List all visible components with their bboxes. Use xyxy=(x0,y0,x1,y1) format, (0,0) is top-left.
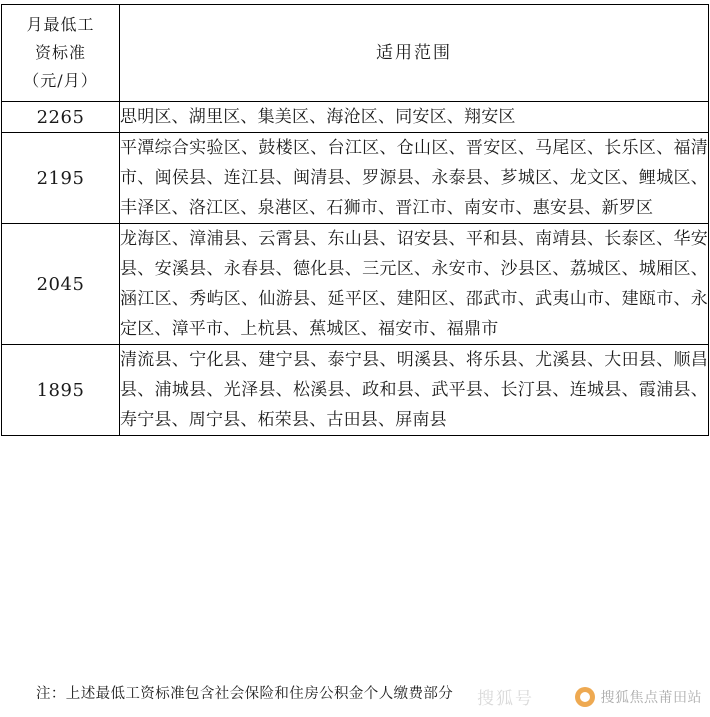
cell-amount xyxy=(2,102,120,133)
cell-scope xyxy=(120,345,709,436)
cell-amount xyxy=(2,133,120,224)
cell-scope xyxy=(120,224,709,345)
table-header-row xyxy=(2,5,709,102)
header-amount-line3: （元/月） xyxy=(23,71,98,90)
document-page xyxy=(0,4,710,717)
scope-value: 龙海区、漳浦县、云霄县、东山县、诏安县、平和县、南靖县、长泰区、华安县、安溪县、永春县、德化县、三元区、永安市、沙县区、荔城区、城厢区、涵江区、秀屿区、仙游县、延平区、建阳区、邵武市、武夷山市、建瓯市、永定区、漳平市、上杭县、蕉城区、福安市、福鼎市 xyxy=(120,229,708,339)
cell-scope xyxy=(120,133,709,224)
cell-amount xyxy=(2,224,120,345)
table-row xyxy=(2,224,709,345)
table-row xyxy=(2,133,709,224)
header-amount-line1: 月最低工 xyxy=(26,15,95,34)
scope-value: 思明区、湖里区、集美区、海沧区、同安区、翔安区 xyxy=(120,107,516,127)
watermark xyxy=(575,687,703,707)
amount-value: 2265 xyxy=(36,106,85,128)
header-amount-text xyxy=(2,5,119,101)
header-cell-amount xyxy=(2,5,120,102)
table-row xyxy=(2,102,709,133)
header-amount-line2: 资标准 xyxy=(34,43,86,62)
amount-value: 1895 xyxy=(36,379,85,401)
header-cell-scope xyxy=(120,5,709,102)
table-note: 注：上述最低工资标准包含社会保险和住房公积金个人缴费部分 xyxy=(36,686,454,702)
table-row xyxy=(2,345,709,436)
sohu-logo-icon xyxy=(575,687,595,707)
watermark-ghost-text: 搜狐号 xyxy=(477,689,534,709)
cell-scope xyxy=(120,102,709,133)
watermark-label: 搜狐焦点莆田站 xyxy=(600,690,702,706)
minimum-wage-table xyxy=(1,4,709,436)
header-scope-text: 适用范围 xyxy=(376,43,452,63)
amount-value: 2045 xyxy=(36,273,85,295)
cell-amount xyxy=(2,345,120,436)
table-body xyxy=(2,5,709,436)
scope-value: 平潭综合实验区、鼓楼区、台江区、仓山区、晋安区、马尾区、长乐区、福清市、闽侯县、连江县、闽清县、罗源县、永泰县、芗城区、龙文区、鲤城区、丰泽区、洛江区、泉港区、石狮市、晋江市、南安市、惠安县、新罗区 xyxy=(120,138,708,218)
scope-value: 清流县、宁化县、建宁县、泰宁县、明溪县、将乐县、尤溪县、大田县、顺昌县、浦城县、光泽县、松溪县、政和县、武平县、长汀县、连城县、霞浦县、寿宁县、周宁县、柘荣县、古田县、屏南县 xyxy=(120,350,708,430)
amount-value: 2195 xyxy=(36,167,85,189)
